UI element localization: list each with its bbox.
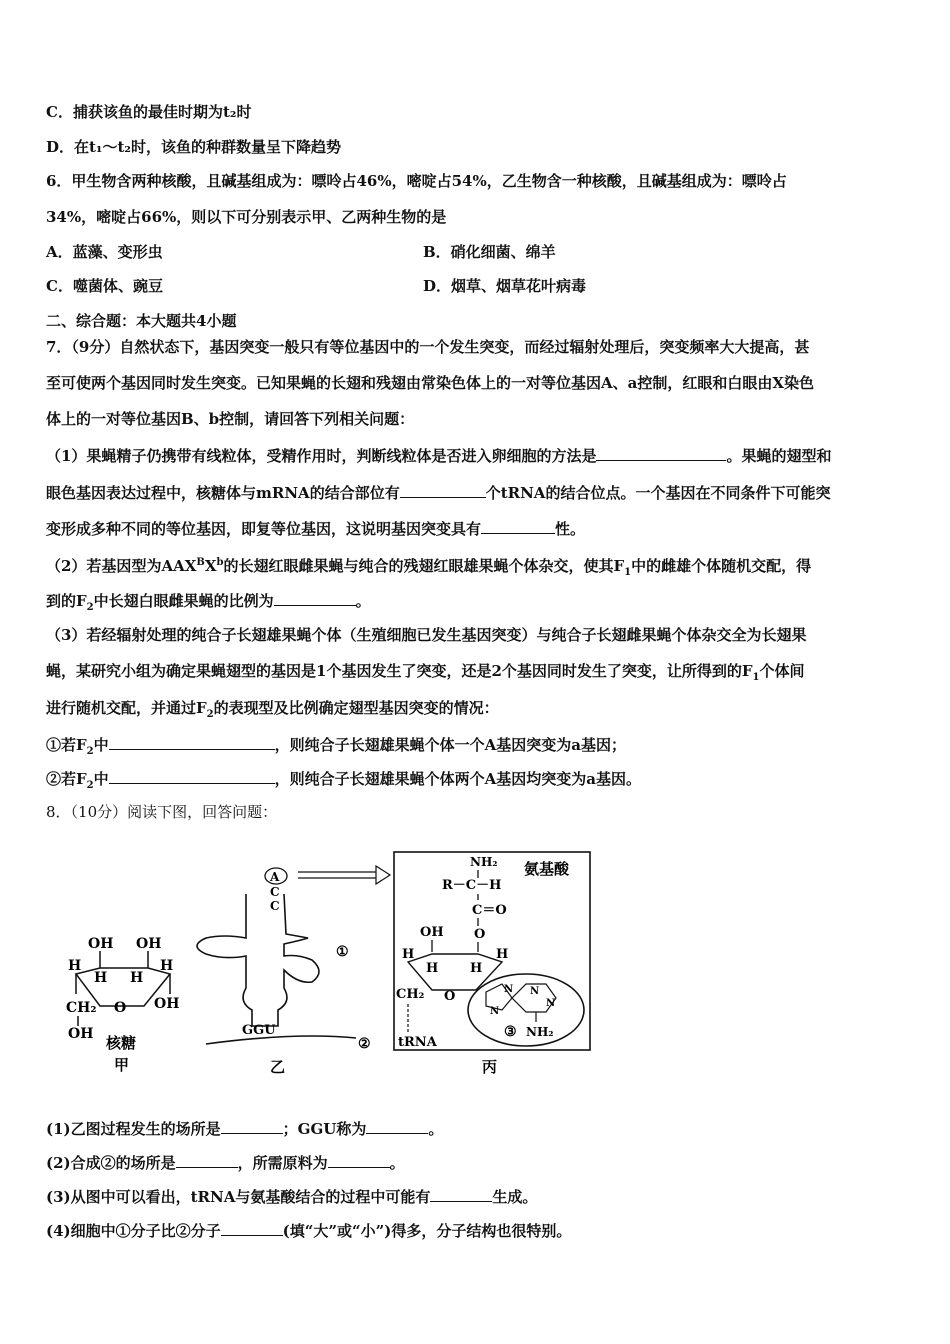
- q7-part1-line1: [46, 445, 910, 466]
- trna-ribose-h: H: [470, 961, 483, 976]
- ribose-structure: [66, 936, 179, 1074]
- trna-end-c: C: [270, 899, 280, 913]
- q8-answer1-blank1[interactable]: [221, 1118, 283, 1134]
- q7-result1: [46, 734, 910, 762]
- q7-subscript: 1: [752, 672, 760, 683]
- q7-subscript: 2: [206, 709, 214, 720]
- q8-answer2-blank1[interactable]: [176, 1152, 238, 1168]
- q8-answer-text: 。: [389, 1154, 405, 1172]
- q7-part1-text: 。果蝇的翅型和: [726, 447, 832, 465]
- ribose-h: H: [130, 970, 144, 986]
- q7-result-text: 中: [93, 736, 109, 754]
- q7-part1-text: 变形成多种不同的等位基因，即复等位基因，这说明基因突变具有: [46, 520, 482, 538]
- q7-result1-blank[interactable]: [109, 734, 275, 750]
- q7-subscript: 2: [86, 780, 94, 791]
- q7-part1-text: （1）果蝇精子仍携带有线粒体，受精作用时，判断线粒体是否进入卵细胞的方法是: [46, 447, 597, 465]
- ribose-oh-bottom: OH: [154, 996, 180, 1012]
- trna-end-c: C: [270, 885, 280, 899]
- purine-n: N: [504, 984, 514, 995]
- q7-part1-text: 个tRNA的结合位点。一个基因在不同条件下可能突: [485, 484, 831, 502]
- q8-answer4-blank[interactable]: [221, 1220, 283, 1236]
- q7-stem-line2: 至可使两个基因同时发生突变。已知果蝇的长翅和残翅由常染色体上的一对等位基因A、a控制，红眼和白眼由X染色: [46, 374, 815, 392]
- q7-result2-blank[interactable]: [109, 768, 275, 784]
- q8-answer-text: (3)从图中可以看出，tRNA与氨基酸结合的过程中可能有: [46, 1188, 431, 1206]
- amino-rch: R－C－H: [442, 878, 502, 893]
- q8-answer-text: (2)合成②的场所是: [46, 1154, 176, 1172]
- q7-superscript: b: [216, 557, 224, 568]
- ribose-oh-right: OH: [136, 936, 162, 952]
- q7-subscript: 2: [86, 746, 94, 757]
- q7-stem-line3: 体上的一对等位基因B、b控制，请回答下列相关问题：: [46, 410, 415, 428]
- q5-option-c: C．捕获该鱼的最佳时期为t₂时: [46, 103, 252, 121]
- q6-options-row1: [46, 242, 910, 262]
- q7-result2: [46, 768, 910, 796]
- q7-part3-line3: [46, 698, 910, 725]
- q7-part2-text: 的长翅红眼雌果蝇与纯合的残翅红眼雄果蝇个体杂交，使其F: [223, 557, 625, 575]
- q7-part3-text: 的表现型及比例确定翅型基因突变的情况：: [213, 699, 499, 717]
- trna-label: tRNA: [398, 1035, 437, 1050]
- q6-option-d: D．烟草、烟草花叶病毒: [423, 277, 587, 295]
- trna-ribose-oh: OH: [420, 925, 444, 940]
- trna-ch2: CH₂: [396, 987, 425, 1002]
- q6-stem-line1: 6．甲生物含两种核酸，且碱基组成为：嘌呤占46%，嘧啶占54%，乙生物含一种核酸，且碱基组成为：嘌呤占: [46, 172, 787, 190]
- q8-figure: [46, 834, 596, 1080]
- amino-nh2: NH₂: [470, 855, 498, 869]
- q7-part1-blank2[interactable]: [400, 482, 486, 498]
- q7-part2-text: 中的雌雄个体随机交配，得: [631, 557, 812, 575]
- q7-part2-text: 中长翅白眼雌果蝇的比例为: [93, 592, 274, 610]
- purine-n: N: [490, 1006, 500, 1017]
- q8-answer1-blank2[interactable]: [366, 1118, 428, 1134]
- q7-part1-line3: [46, 518, 910, 539]
- figure-label-yi: 乙: [270, 1058, 286, 1076]
- q6-options-row2: [46, 276, 910, 296]
- q7-result-text: ①若F: [46, 736, 87, 754]
- label-3: ③: [504, 1024, 517, 1040]
- q6-option-a: A．蓝藻、变形虫: [46, 243, 163, 261]
- amino-acid-label: 氨基酸: [524, 860, 570, 878]
- q7-result-text: 中: [93, 770, 109, 788]
- q7-part3-text: 蝇，某研究小组为确定果蝇翅型的基因是1个基因发生了突变，还是2个基因同时发生了突变，让所得到的F: [46, 662, 753, 680]
- ribose-h: H: [94, 970, 108, 986]
- aminoacyl-trna-detail: [394, 852, 590, 1076]
- q7-part3-text: 个体间: [759, 662, 805, 680]
- section-2-heading: 二、综合题：本大题共4小题: [46, 312, 237, 330]
- label-2: ②: [358, 1036, 371, 1052]
- ribose-ch2: CH₂: [66, 1000, 97, 1016]
- ribose-oh-ch2: OH: [68, 1026, 94, 1042]
- q7-part2-text: 。: [355, 592, 371, 610]
- purine-n: N: [530, 986, 540, 997]
- trna-end-a: A: [270, 870, 280, 884]
- q7-result-text: ②若F: [46, 770, 87, 788]
- purine-n: N: [546, 998, 556, 1009]
- adenine-nh2: NH₂: [526, 1025, 554, 1039]
- q8-answer3-blank[interactable]: [430, 1186, 492, 1202]
- q7-part1-text: 性。: [555, 520, 586, 538]
- q6-option-b: B．硝化细菌、绵羊: [423, 243, 556, 261]
- q8-answer2-blank2[interactable]: [328, 1152, 390, 1168]
- q8-answer4: [46, 1220, 910, 1241]
- ribose-h: H: [68, 958, 82, 974]
- q8-stem: 8．（10分）阅读下图，回答问题：: [46, 803, 278, 821]
- trna-cloverleaf: [197, 866, 390, 1076]
- q7-part2-text: X: [204, 557, 217, 575]
- q6-stem-line2: 34%，嘧啶占66%，则以下可分别表示甲、乙两种生物的是: [46, 208, 447, 226]
- q7-superscript: B: [196, 557, 205, 568]
- q7-part1-blank1[interactable]: [596, 445, 726, 461]
- amino-co: C＝O: [472, 903, 507, 918]
- q7-result-text: ，则纯合子长翅雄果蝇个体一个A基因突变为a基因；: [274, 736, 627, 754]
- q7-subscript: 2: [86, 602, 94, 613]
- q7-part3-line2: [46, 661, 910, 688]
- q8-answer1: [46, 1118, 910, 1139]
- ester-o: O: [474, 927, 486, 942]
- q8-answer-text: ，所需原料为: [237, 1154, 328, 1172]
- q8-answer-text: (填“大”或“小”)得多，分子结构也很特别。: [282, 1222, 572, 1240]
- q8-answer2: [46, 1152, 910, 1173]
- ribose-h: H: [160, 958, 174, 974]
- q7-part1-line2: [46, 482, 910, 503]
- q5-option-d: D．在t₁～t₂时，该鱼的种群数量呈下降趋势: [46, 138, 342, 156]
- figure-label-jia: 甲: [114, 1056, 130, 1074]
- trna-ribose-h: H: [496, 947, 509, 962]
- anticodon-label: GGU: [242, 1023, 276, 1038]
- q7-result-text: ，则纯合子长翅雄果蝇个体两个A基因均突变为a基因。: [274, 770, 642, 788]
- q7-subscript: 1: [624, 567, 632, 578]
- q7-part3-text: 进行随机交配，并通过F: [46, 699, 207, 717]
- q8-answer-text: (4)细胞中①分子比②分子: [46, 1222, 221, 1240]
- q7-part2-line1: [46, 553, 910, 583]
- trna-ribose-h: H: [402, 947, 415, 962]
- trna-ring-o: O: [444, 989, 456, 1004]
- q7-part1-blank3[interactable]: [481, 518, 555, 534]
- label-1: ①: [336, 944, 349, 960]
- q7-part2-text: （2）若基因型为AAX: [46, 557, 197, 575]
- figure-label-bing: 丙: [482, 1058, 498, 1076]
- trna-ribose-h: H: [426, 961, 439, 976]
- q7-part2-line2: [46, 590, 910, 618]
- q6-option-c: C．噬菌体、豌豆: [46, 277, 163, 295]
- q7-part3-line1: （3）若经辐射处理的纯合子长翅雄果蝇个体（生殖细胞已发生基因突变）与纯合子长翅雌果蝇个体杂交全为长翅果: [46, 626, 807, 644]
- q7-part2-blank[interactable]: [274, 590, 356, 606]
- q7-part2-text: 到的F: [46, 592, 87, 610]
- q8-answer-text: (1)乙图过程发生的场所是: [46, 1120, 221, 1138]
- trna-diagram: [46, 834, 596, 1080]
- q8-answer-text: 生成。: [492, 1188, 538, 1206]
- q7-stem-line1: 7．（9分）自然状态下，基因突变一般只有等位基因中的一个发生突变，而经过辐射处理后，突变频率大大提高，甚: [46, 338, 810, 356]
- ribose-o: O: [114, 1000, 127, 1016]
- q8-answer3: [46, 1186, 910, 1207]
- q8-answer-text: 。: [428, 1120, 444, 1138]
- ribose-label: 核糖: [106, 1034, 137, 1052]
- ribose-oh-left: OH: [88, 936, 114, 952]
- q8-answer-text: ；GGU称为: [282, 1120, 367, 1138]
- q7-part1-text: 眼色基因表达过程中，核糖体与mRNA的结合部位有: [46, 484, 400, 502]
